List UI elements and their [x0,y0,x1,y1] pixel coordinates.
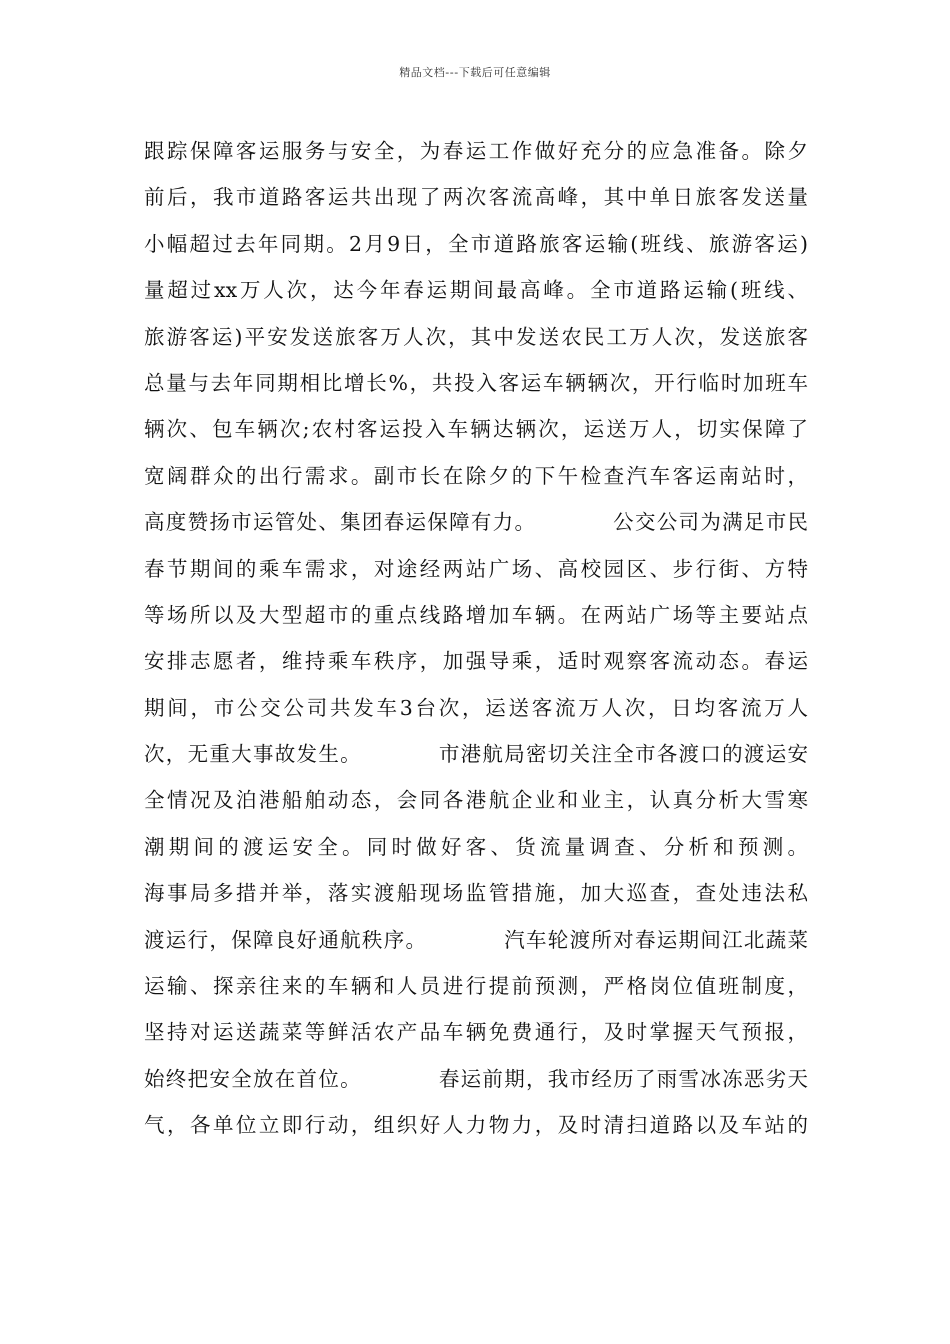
text-line: 潮期间的渡运安全。同时做好客、货流量调查、分析和预测。 [144,834,808,859]
text-line: 辆次、包车辆次;农村客运投入车辆达辆次，运送万人，切实保障了 [144,417,808,442]
text-line: 海事局多措并举，落实渡船现场监管措施，加大巡查，查处违法私 [144,881,808,906]
text-line: 小幅超过去年同期。2月9日，全市道路旅客运输(班线、旅游客运) [144,231,808,256]
text-line: 坚持对运送蔬菜等鲜活农产品车辆免费通行，及时掌握天气预报， [144,1020,808,1045]
page-header: 精品文档---下载后可任意编辑 [399,66,551,79]
text-line: 运输、探亲往来的车辆和人员进行提前预测，严格岗位值班制度， [144,974,808,999]
text-line: 渡运行，保障良好通航秩序。 汽车轮渡所对春运期间江北蔬菜 [144,927,808,952]
text-line: 次，无重大事故发生。 市港航局密切关注全市各渡口的渡运安 [144,742,808,767]
text-line: 气，各单位立即行动，组织好人力物力，及时清扫道路以及车站的 [144,1113,808,1138]
text-line: 高度赞扬市运管处、集团春运保障有力。 公交公司为满足市民 [144,510,808,535]
text-line: 总量与去年同期相比增长%，共投入客运车辆辆次，开行临时加班车 [144,370,808,395]
text-line: 全情况及泊港船舶动态，会同各港航企业和业主，认真分析大雪寒 [144,788,808,813]
text-line: 旅游客运)平安发送旅客万人次，其中发送农民工万人次，发送旅客 [144,324,808,349]
text-line: 宽阔群众的出行需求。副市长在除夕的下午检查汽车客运南站时， [144,463,808,488]
text-line: 前后，我市道路客运共出现了两次客流高峰，其中单日旅客发送量 [144,185,808,210]
text-line: 跟踪保障客运服务与安全，为春运工作做好充分的应急准备。除夕 [144,139,808,163]
text-line: 等场所以及大型超市的重点线路增加车辆。在两站广场等主要站点 [144,602,808,627]
text-line: 量超过xx万人次，达今年春运期间最高峰。全市道路运输(班线、 [144,278,808,303]
text-line: 期间，市公交公司共发车3台次，运送客流万人次，日均客流万人 [144,695,808,720]
text-line: 安排志愿者，维持乘车秩序，加强导乘，适时观察客流动态。春运 [144,649,808,674]
text-line: 春节期间的乘车需求，对途经两站广场、高校园区、步行街、方特 [144,556,808,581]
text-line: 始终把安全放在首位。 春运前期，我市经历了雨雪冰冻恶劣天 [144,1066,808,1091]
document-body [144,128,808,1149]
